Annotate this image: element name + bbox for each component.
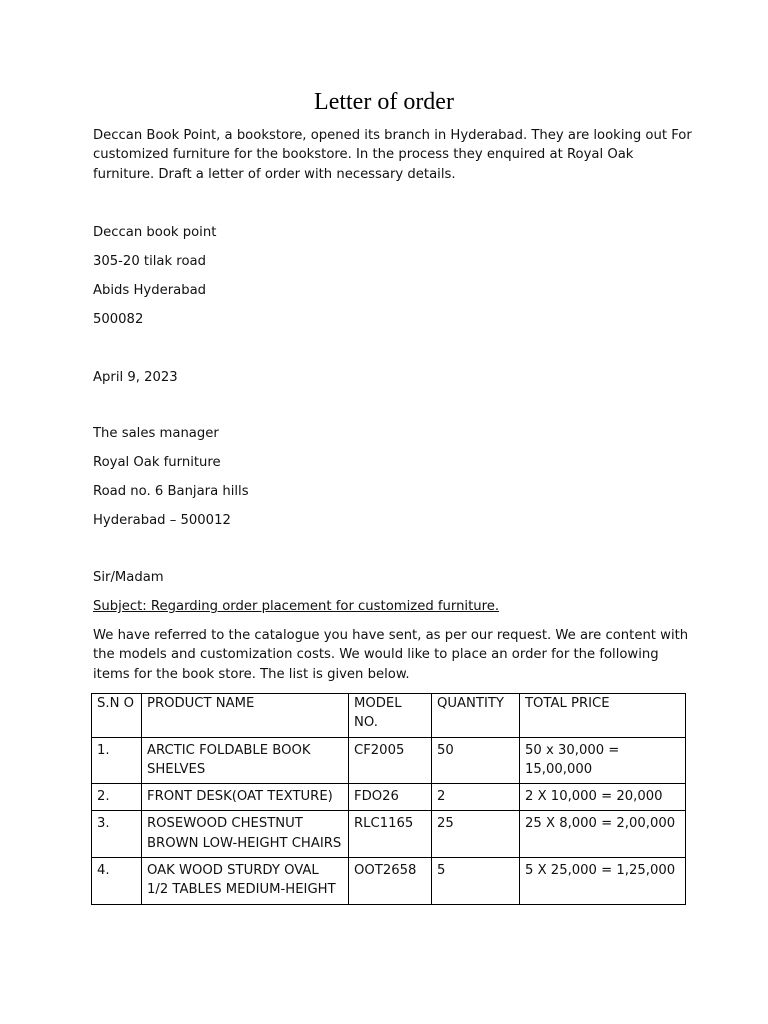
row-product-name: OAK WOOD STURDY OVAL 1/2 TABLES MEDIUM-HEIGHT	[142, 858, 349, 905]
row-product-name: ROSEWOOD CHESTNUT BROWN LOW-HEIGHT CHAIRS	[142, 811, 349, 858]
row-product-name: FRONT DESK(OAT TEXTURE)	[142, 784, 349, 811]
recipient-title: The sales manager	[93, 426, 219, 441]
row-quantity: 50	[432, 737, 520, 784]
table-row	[92, 858, 686, 905]
letter-date: April 9, 2023	[93, 370, 178, 385]
recipient-city: Hyderabad – 500012	[93, 513, 231, 528]
recipient-street: Road no. 6 Banjara hills	[93, 484, 249, 499]
sender-pin: 500082	[93, 312, 144, 327]
sender-street: 305-20 tilak road	[93, 254, 206, 269]
row-sno: 1.	[92, 737, 142, 784]
row-sno: 2.	[92, 784, 142, 811]
row-total-price: 2 X 10,000 = 20,000	[520, 784, 686, 811]
table-row	[92, 811, 686, 858]
row-model-no: CF2005	[349, 737, 432, 784]
row-model-no: OOT2658	[349, 858, 432, 905]
table-header-row	[92, 694, 686, 738]
table-row	[92, 784, 686, 811]
row-sno: 4.	[92, 858, 142, 905]
header-model-no: MODEL NO.	[349, 694, 432, 738]
document-title: Letter of order	[314, 89, 454, 115]
header-product-name: PRODUCT NAME	[142, 694, 349, 738]
row-total-price: 5 X 25,000 = 1,25,000	[520, 858, 686, 905]
body-paragraph: We have referred to the catalogue you have sent, as per our request. We are content with the models and customization costs. We would like to place an order for the following items for the book store. The list is given below.	[93, 628, 689, 682]
recipient-company: Royal Oak furniture	[93, 455, 221, 470]
row-quantity: 2	[432, 784, 520, 811]
row-model-no: FDO26	[349, 784, 432, 811]
order-table	[91, 693, 686, 905]
row-quantity: 25	[432, 811, 520, 858]
row-total-price: 25 X 8,000 = 2,00,000	[520, 811, 686, 858]
row-product-name: ARCTIC FOLDABLE BOOK SHELVES	[142, 737, 349, 784]
table-row	[92, 737, 686, 784]
sender-area: Abids Hyderabad	[93, 283, 207, 298]
intro-paragraph: Deccan Book Point, a bookstore, opened its branch in Hyderabad. They are looking out For customized furniture for the bookstore. In the process they enquired at Royal Oak furniture. Draft a letter of order with necessary details.	[93, 128, 692, 182]
row-quantity: 5	[432, 858, 520, 905]
row-sno: 3.	[92, 811, 142, 858]
sender-name: Deccan book point	[93, 225, 217, 240]
header-quantity: QUANTITY	[432, 694, 520, 738]
salutation: Sir/Madam	[93, 570, 164, 585]
header-total-price: TOTAL PRICE	[520, 694, 686, 738]
header-sno: S.N O	[92, 694, 142, 738]
row-model-no: RLC1165	[349, 811, 432, 858]
subject-line: Subject: Regarding order placement for customized furniture.	[93, 599, 500, 614]
row-total-price: 50 x 30,000 = 15,00,000	[520, 737, 686, 784]
